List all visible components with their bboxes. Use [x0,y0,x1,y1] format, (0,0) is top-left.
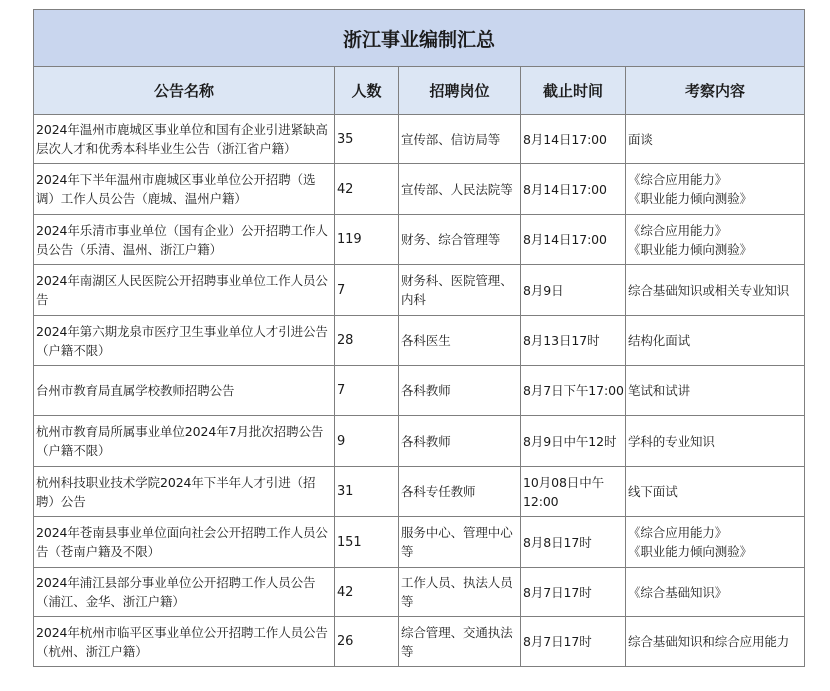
cell-announcement-name [34,164,335,215]
cell-deadline [521,617,626,667]
cell-deadline [521,316,626,366]
cell-line: 笔试和试讲 [628,383,691,398]
cell-line: 《职业能力倾向测验》 [628,191,753,206]
cell-headcount: 42 [335,164,399,215]
table-row [34,316,805,366]
cell-line: 工作人员、执法人员 [401,575,513,590]
table-row [34,517,805,568]
cell-positions [399,416,521,467]
cell-line: 财务科、医院管理、 [401,273,513,288]
header-headcount: 人数 [335,67,399,115]
cell-line: 《职业能力倾向测验》 [628,544,753,559]
table-title: 浙江事业编制汇总 [34,10,805,67]
cell-deadline [521,164,626,215]
cell-exam-content [626,115,805,164]
cell-positions [399,517,521,568]
cell-announcement-name [34,617,335,667]
cell-line: 8月14日17:00 [523,131,607,147]
table-row [34,416,805,467]
cell-line: 8月9日 [523,282,564,298]
cell-line: 财务、综合管理等 [401,232,501,247]
cell-line: 《综合基础知识》 [628,584,728,600]
cell-exam-content [626,215,805,265]
cell-line: 《综合应用能力》 [628,222,728,238]
cell-deadline [521,568,626,617]
table-body [34,115,805,667]
cell-line: 10月08日中午 [523,474,605,490]
cell-line: （浦江、金华、浙江户籍） [36,594,185,609]
cell-headcount: 26 [335,617,399,667]
recruitment-table [33,9,805,667]
cell-exam-content [626,568,805,617]
cell-exam-content [626,265,805,316]
cell-headcount: 28 [335,316,399,366]
cell-headcount: 151 [335,517,399,568]
header-positions: 招聘岗位 [399,67,521,115]
cell-headcount: 42 [335,568,399,617]
table-row [34,617,805,667]
cell-line: 内科 [401,292,426,307]
cell-line: 学科的专业知识 [628,433,715,449]
cell-line: 2024年浦江县部分事业单位公开招聘工作人员公告 [36,575,316,590]
cell-announcement-name [34,416,335,467]
cell-headcount: 7 [335,265,399,316]
cell-line: 杭州科技职业技术学院2024年下半年人才引进（招 [36,474,316,490]
cell-line: 各科医生 [401,333,451,348]
cell-announcement-name [34,517,335,568]
cell-positions [399,164,521,215]
cell-announcement-name [34,265,335,316]
cell-line: 面谈 [628,131,653,147]
cell-line: 8月7日17时 [523,634,592,649]
table-row [34,366,805,416]
cell-headcount: 7 [335,366,399,416]
cell-line: 等 [401,594,414,609]
cell-line: 台州市教育局直属学校教师招聘公告 [36,383,235,398]
cell-line: 8月7日17时 [523,584,592,600]
header-row [34,67,805,115]
cell-exam-content [626,416,805,467]
cell-line: 宣传部、信访局等 [401,131,501,147]
cell-headcount: 119 [335,215,399,265]
table-row [34,164,805,215]
cell-line: （户籍不限） [36,443,111,458]
table-row [34,215,805,265]
cell-positions [399,366,521,416]
cell-line: 调）工作人员公告（鹿城、温州户籍） [36,191,247,206]
cell-line: 2024年温州市鹿城区事业单位和国有企业引进紧缺高 [36,122,328,137]
cell-line: 《综合应用能力》 [628,525,728,540]
cell-line: 各科教师 [401,383,451,398]
cell-announcement-name [34,115,335,164]
cell-line: 宣传部、人民法院等 [401,181,513,197]
cell-deadline [521,517,626,568]
cell-line: 综合基础知识和综合应用能力 [628,634,790,649]
cell-deadline [521,467,626,517]
cell-line: 杭州市教育局所属事业单位2024年7月批次招聘公告 [36,424,324,439]
cell-line: 告 [36,292,49,307]
cell-positions [399,617,521,667]
cell-exam-content [626,617,805,667]
cell-line: 8月9日中午12时 [523,433,617,449]
header-announcement-name: 公告名称 [34,67,335,115]
cell-line: 结构化面试 [628,333,691,348]
cell-deadline [521,416,626,467]
cell-line: 8月8日17时 [523,534,592,550]
cell-line: 8月14日17:00 [523,181,607,197]
cell-line: 12:00 [523,493,559,509]
cell-line: 2024年南湖区人民医院公开招聘事业单位工作人员公 [36,273,328,288]
cell-deadline [521,366,626,416]
cell-announcement-name [34,316,335,366]
cell-deadline [521,115,626,164]
cell-line: 等 [401,643,414,659]
cell-line: （户籍不限） [36,342,111,358]
cell-announcement-name [34,568,335,617]
cell-line: 服务中心、管理中心 [401,525,513,540]
table-row [34,265,805,316]
cell-line: 2024年下半年温州市鹿城区事业单位公开招聘（选 [36,172,316,187]
cell-exam-content [626,467,805,517]
cell-exam-content [626,366,805,416]
cell-line: 2024年杭州市临平区事业单位公开招聘工作人员公告 [36,624,328,640]
cell-line: 《职业能力倾向测验》 [628,241,753,257]
cell-deadline [521,265,626,316]
cell-headcount: 9 [335,416,399,467]
header-exam-content: 考察内容 [626,67,805,115]
cell-line: 各科专任教师 [401,484,476,499]
table-row [34,115,805,164]
cell-deadline [521,215,626,265]
cell-exam-content [626,164,805,215]
cell-line: 各科教师 [401,433,451,449]
cell-announcement-name [34,366,335,416]
header-deadline: 截止时间 [521,67,626,115]
cell-line: 8月13日17时 [523,333,600,348]
cell-line: 综合管理、交通执法 [401,624,513,640]
cell-line: 层次人才和优秀本科毕业生公告（浙江省户籍） [36,141,297,156]
table-row [34,467,805,517]
cell-exam-content [626,316,805,366]
cell-line: 8月7日下午17:00 [523,383,624,398]
cell-line: 等 [401,544,414,559]
cell-line: 《综合应用能力》 [628,172,728,187]
cell-line: 2024年第六期龙泉市医疗卫生事业单位人才引进公告 [36,323,328,339]
cell-positions [399,467,521,517]
cell-line: 综合基础知识或相关专业知识 [628,282,790,298]
cell-positions [399,316,521,366]
cell-line: 员公告（乐清、温州、浙江户籍） [36,241,223,257]
cell-headcount: 35 [335,115,399,164]
cell-exam-content [626,517,805,568]
cell-headcount: 31 [335,467,399,517]
cell-line: 2024年苍南县事业单位面向社会公开招聘工作人员公 [36,525,328,540]
cell-announcement-name [34,467,335,517]
cell-announcement-name [34,215,335,265]
cell-line: 告（苍南户籍及不限） [36,544,161,559]
cell-positions [399,568,521,617]
cell-line: 2024年乐清市事业单位（国有企业）公开招聘工作人 [36,222,328,238]
table-row [34,568,805,617]
cell-line: 聘）公告 [36,493,86,509]
cell-line: 线下面试 [628,484,678,499]
cell-positions [399,115,521,164]
cell-positions [399,265,521,316]
cell-line: 8月14日17:00 [523,232,607,247]
cell-positions [399,215,521,265]
cell-line: （杭州、浙江户籍） [36,643,148,659]
